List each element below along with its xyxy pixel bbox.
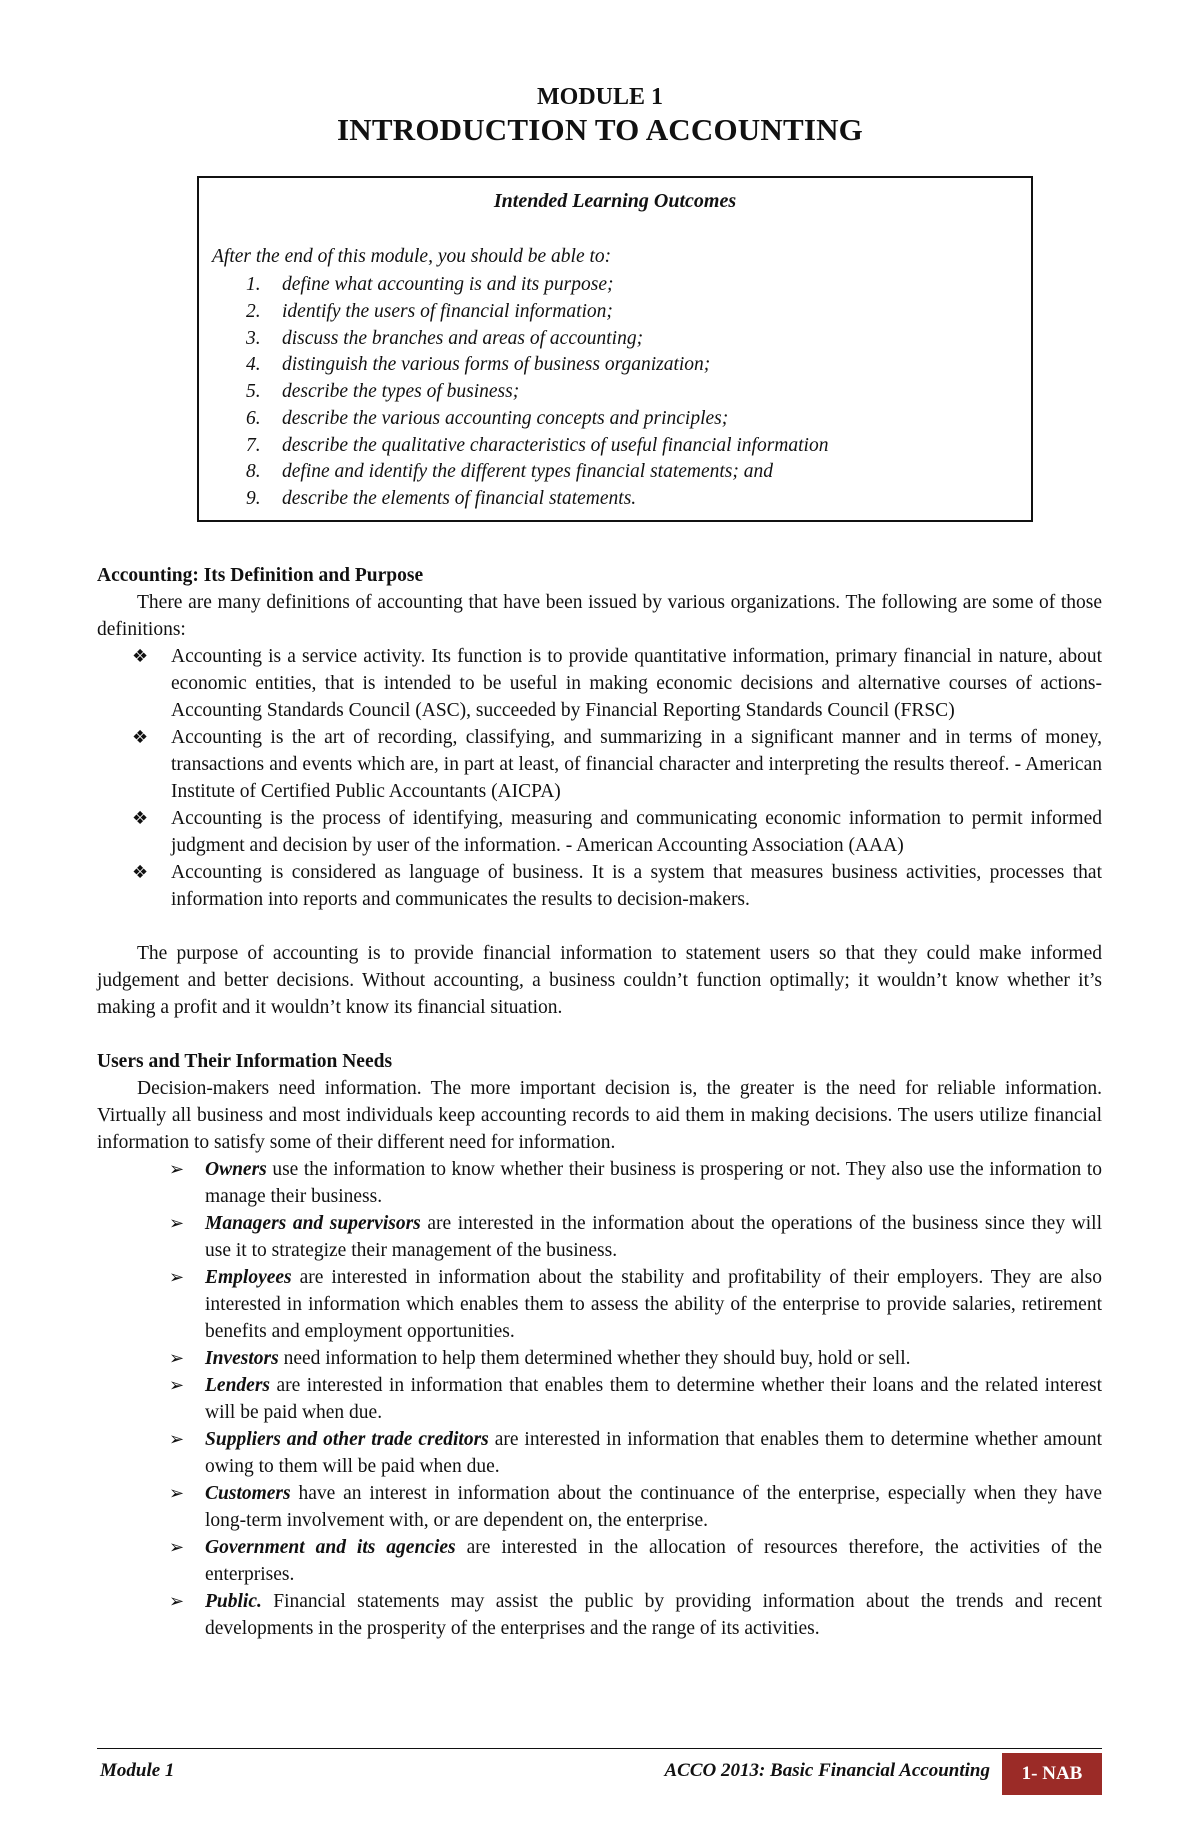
arrow-bullet-icon: ➢ [169, 1267, 185, 1288]
outcome-number: 7. [246, 434, 261, 456]
user-item [97, 1426, 1102, 1480]
user-item [97, 1345, 1102, 1372]
user-description: Financial statements may assist the public by providing information about the trends and recent developments in the prosperity of the enterprises and the range of its activities. [205, 1591, 1102, 1639]
outcome-number: 9. [246, 488, 261, 509]
user-item [97, 1534, 1102, 1588]
outcome-text: describe the elements of financial statements. [282, 488, 637, 509]
outcome-item [212, 433, 828, 460]
definition-text: Accounting is a service activity. Its function is to provide quantitative information, primary financial in nature, about economic entities, that is intended to be useful in making economic decisions and alternative courses of actions- Accounting Standards Council (ASC), succeeded by Financial Reporting Standards Council (FRSC) [171, 646, 1102, 721]
outcome-text: distinguish the various forms of business organization; [282, 354, 711, 376]
arrow-bullet-icon: ➢ [169, 1591, 185, 1612]
arrow-bullet-icon: ➢ [169, 1429, 185, 1450]
arrow-bullet-icon: ➢ [169, 1375, 185, 1396]
learning-outcomes-list [212, 272, 828, 513]
user-name: Government and its agencies [205, 1537, 456, 1558]
footer-module-label: Module 1 [100, 1760, 175, 1781]
footer-divider [97, 1748, 1102, 1749]
outcome-text: define what accounting is and its purpose; [282, 274, 614, 295]
user-description: have an interest in information about the continuance of the enterprise, especially when they have long-term involvement with, or are dependent on, the enterprise. [205, 1483, 1102, 1531]
section-heading-users: Users and Their Information Needs [97, 1051, 393, 1072]
user-name: Investors [205, 1348, 279, 1369]
learning-outcomes-title: Intended Learning Outcomes [493, 190, 737, 212]
user-name: Managers and supervisors [205, 1213, 421, 1234]
learning-outcomes-intro: After the end of this module, you should be able to: [212, 246, 612, 267]
users-intro: Decision-makers need information. The more important decision is, the greater is the need for reliable information. Virtually all business and most individuals keep accounting records to aid them in making decisions. The users utilize financial information to satisfy some of their different need for information. [97, 1078, 1102, 1153]
arrow-bullet-icon: ➢ [169, 1537, 185, 1558]
user-item [97, 1210, 1102, 1264]
user-item [97, 1264, 1102, 1345]
outcome-item [212, 299, 828, 326]
outcome-item [212, 406, 828, 433]
arrow-bullet-icon: ➢ [169, 1213, 185, 1234]
definition-item [97, 643, 1102, 724]
user-name: Owners [205, 1159, 267, 1180]
user-name: Employees [205, 1267, 292, 1288]
outcome-number: 6. [246, 407, 261, 429]
outcome-text: describe the various accounting concepts and principles; [282, 407, 729, 429]
user-description: are interested in information about the stability and profitability of their employers. They are also interested in information which enables them to assess the ability of the enterprise to provide salaries, retirement benefits and employment opportunities. [205, 1267, 1102, 1342]
user-item [97, 1480, 1102, 1534]
outcome-item [212, 326, 828, 353]
user-description: are interested in information that enables them to determine whether their loans and the related interest will be paid when due. [205, 1375, 1102, 1423]
footer-course-title: ACCO 2013: Basic Financial Accounting [664, 1760, 990, 1781]
definition-item [97, 859, 1102, 913]
user-description: use the information to know whether their business is prospering or not. They also use the information to manage their business. [205, 1159, 1102, 1207]
outcome-item [212, 379, 828, 406]
user-name: Customers [205, 1483, 291, 1504]
arrow-bullet-icon: ➢ [169, 1159, 185, 1180]
user-name: Public. [205, 1591, 262, 1612]
arrow-bullet-icon: ➢ [169, 1348, 185, 1369]
user-name: Suppliers and other trade creditors [205, 1429, 489, 1450]
definition-item [97, 805, 1102, 859]
definition-text: Accounting is considered as language of business. It is a system that measures business activities, processes that information into reports and communicates the results to decision-makers. [171, 862, 1102, 910]
outcome-item [212, 352, 828, 379]
user-description: need information to help them determined whether they should buy, hold or sell. [278, 1348, 911, 1369]
main-content [97, 562, 1102, 1642]
module-label: MODULE 1 [537, 84, 663, 110]
section-heading-definition: Accounting: Its Definition and Purpose [97, 565, 424, 586]
arrow-bullet-icon: ➢ [169, 1483, 185, 1504]
user-description: are interested in the information about the operations of the business since they will use it to strategize their management of the business. [205, 1213, 1102, 1261]
page-title: INTRODUCTION TO ACCOUNTING [337, 112, 863, 147]
user-description: are interested in the allocation of resources therefore, the activities of the enterprises. [205, 1537, 1102, 1585]
outcome-text: describe the qualitative characteristics of useful financial information [282, 434, 829, 456]
user-item [97, 1156, 1102, 1210]
footer-page-badge: 1- NAB [1002, 1753, 1102, 1795]
diamond-bullet-icon: ❖ [132, 646, 149, 667]
outcome-number: 1. [246, 274, 261, 295]
definition-intro: There are many definitions of accounting that have been issued by various organizations. The following are some of those definitions: [97, 592, 1102, 640]
outcome-item [212, 459, 828, 486]
outcome-item [212, 486, 828, 513]
spacer [97, 913, 1102, 940]
outcome-number: 2. [246, 300, 261, 322]
definition-item [97, 724, 1102, 805]
outcome-number: 4. [246, 354, 261, 376]
diamond-bullet-icon: ❖ [132, 808, 149, 829]
definition-text: Accounting is the process of identifying, measuring and communicating economic information to permit informed judgment and decision by user of the information. - American Accounting Association (AAA) [171, 808, 1102, 856]
definitions-list [97, 643, 1102, 913]
user-item [97, 1372, 1102, 1426]
outcome-item [212, 272, 828, 299]
purpose-paragraph: The purpose of accounting is to provide financial information to statement users so that they could make informed judgement and better decisions. Without accounting, a business couldn’t function optimally; it wouldn’t know whether it’s making a profit and it wouldn’t know its financial situation. [97, 943, 1102, 1018]
user-description: are interested in information that enables them to determine whether amount owing to them will be paid when due. [205, 1429, 1102, 1477]
learning-outcomes-box [197, 176, 1033, 522]
diamond-bullet-icon: ❖ [132, 862, 149, 883]
outcome-number: 3. [246, 327, 261, 349]
user-item [97, 1588, 1102, 1642]
definition-text: Accounting is the art of recording, classifying, and summarizing in a significant manner and in terms of money, transactions and events which are, in part at least, of financial character and interpreting the results thereof. - American Institute of Certified Public Accountants (AICPA) [171, 727, 1102, 802]
outcome-text: describe the types of business; [282, 381, 520, 402]
diamond-bullet-icon: ❖ [132, 727, 149, 748]
outcome-number: 8. [246, 461, 261, 483]
user-name: Lenders [205, 1375, 270, 1396]
outcome-text: identify the users of financial information; [282, 300, 613, 322]
outcome-text: discuss the branches and areas of accounting; [282, 327, 644, 349]
spacer [97, 1021, 1102, 1048]
outcome-number: 5. [246, 381, 261, 402]
users-list [97, 1156, 1102, 1642]
outcome-text: define and identify the different types financial statements; and [282, 461, 774, 483]
